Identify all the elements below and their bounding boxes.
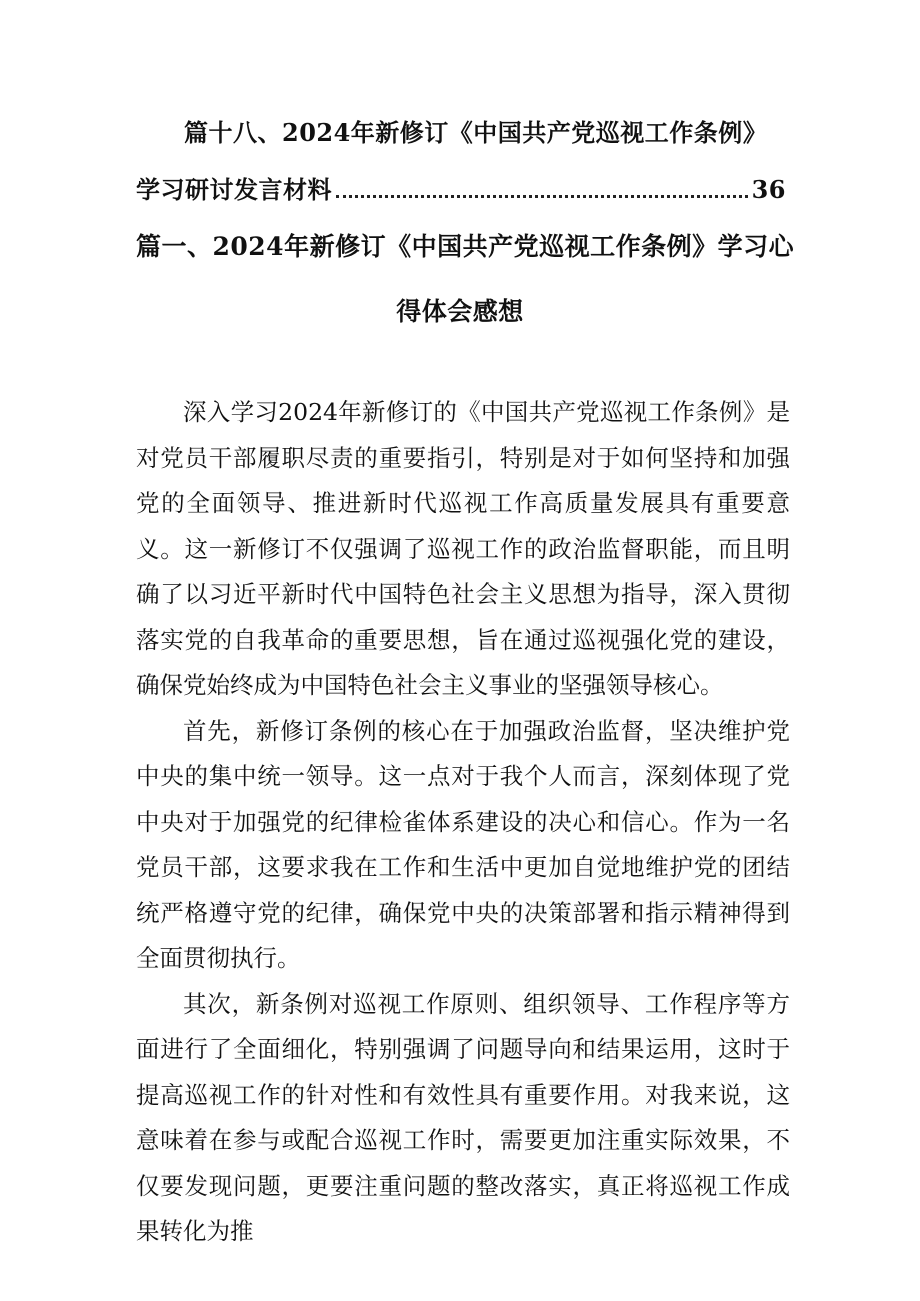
toc-entry-18-page-number: 36	[751, 175, 786, 204]
toc-leader-dots	[336, 194, 748, 198]
toc-entry-18-text: 学习研讨发言材料	[136, 175, 332, 204]
article-title-line2: 得体会感想	[396, 297, 524, 326]
paragraph-2: 首先，新修订条例的核心在于加强政治监督，坚决维护党中央的集中统一领导。这一点对于我个人而言，深刻体现了党中央对于加强党的纪律检雀体系建设的决心和信心。作为一名党员干部，这要求我在工作和生活中更加自觉地维护党的团结统严格遵守党的纪律，确保党中央的决策部署和指示精神得到全面贯彻执行。	[136, 716, 790, 972]
article-body	[136, 390, 790, 1255]
toc-entry-18-line2	[136, 170, 786, 205]
toc-entry-18-line1: 篇十八、2024年新修订《中国共产党巡视工作条例》	[184, 118, 768, 147]
paragraph-3: 其次，新条例对巡视工作原则、组织领导、工作程序等方面进行了全面细化，特别强调了问题导向和结果运用，这时于提高巡视工作的针对性和有效性具有重要作用。对我来说，这意味着在参与或配合巡视工作时，需要更加注重实际效果，不仅要发现问题，更要注重问题的整改落实，真正将巡视工作成果转化为推	[136, 989, 790, 1245]
paragraph-1: 深入学习2024年新修订的《中国共产党巡视工作条例》是对党员干部履职尽责的重要指引，特别是对于如何坚持和加强党的全面领导、推进新时代巡视工作高质量发展具有重要意义。这一新修订不仅强调了巡视工作的政治监督职能，而且明确了以习近平新时代中国特色社会主义思想为指导，深入贯彻落实党的自我革命的重要思想，旨在通过巡视强化党的建设，确保党始终成为中国特色社会主义事业的坚强领导核心。	[136, 398, 790, 699]
article-title-line1: 篇一、2024年新修订《中国共产党巡视工作条例》学习心	[136, 232, 795, 261]
